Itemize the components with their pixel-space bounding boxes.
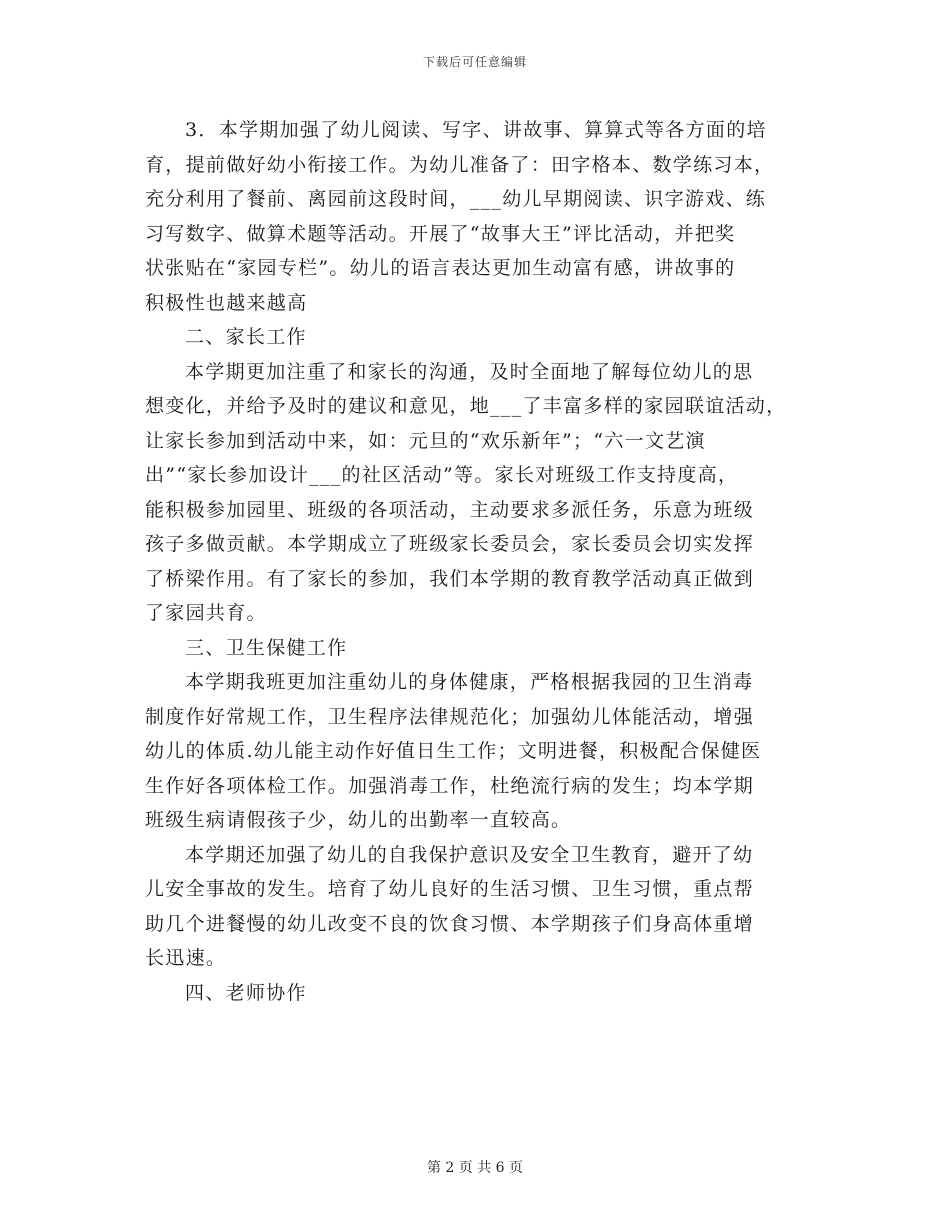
text-line: 育，提前做好幼小衔接工作。为幼儿准备了：田字格本、数学练习本， (145, 153, 775, 176)
text-line: 本学期我班更加注重幼儿的身体健康，严格根据我园的卫生消毒 (185, 671, 754, 693)
page-number: 第 2 页 共 6 页 (426, 1160, 524, 1176)
text-line: 班级生病请假孩子少，幼儿的出勤率一直较高。 (145, 809, 572, 831)
text-line: 本学期还加强了幼儿的自我保护意识及安全卫生教育，避开了幼 (185, 843, 754, 866)
paragraph-safety (145, 838, 817, 976)
document-body (145, 113, 817, 1010)
paragraph-health (145, 665, 817, 838)
text-line: 积极性也越来越高 (145, 291, 308, 314)
text-line: 助几个进餐慢的幼儿改变不良的饮食习惯、本学期孩子们身高体重增 (145, 912, 755, 935)
text-line: 制度作好常规工作，卫生程序法律规范化；加强幼儿体能活动，增强 (145, 705, 755, 728)
paragraph-section3 (145, 113, 817, 320)
header-note: 下载后可任意编辑 (422, 55, 527, 69)
text-line: 了桥梁作用。有了家长的参加，我们本学期的教育教学活动真正做到 (145, 567, 755, 590)
text-line: 3．本学期加强了幼儿阅读、写字、讲故事、算算式等各方面的培 (185, 119, 767, 141)
text-line: 出”“家长参加设计___的社区活动”等。家长对班级工作支持度高， (145, 464, 739, 486)
section-heading-health: 三、卫生保健工作 (185, 636, 348, 659)
text-line: 让家长参加到活动中来，如：元旦的“欢乐新年”；“六一文艺演 (145, 429, 706, 452)
text-line: 充分利用了餐前、离园前这段时间，___幼儿早期阅读、识字游戏、练 (145, 188, 767, 210)
text-line: 长迅速。 (145, 947, 227, 969)
text-line: 想变化，并给予及时的建议和意见，地___了丰富多样的家园联谊活动， (145, 395, 787, 417)
text-line: 幼儿的体质.幼儿能主动作好值日生工作；文明进餐，积极配合保健医 (145, 740, 762, 762)
text-line: 生作好各项体检工作。加强消毒工作，杜绝流行病的发生；均本学期 (145, 774, 755, 797)
text-line: 能积极参加园里、班级的各项活动，主动要求多派任务，乐意为班级 (145, 498, 755, 521)
text-line: 儿安全事故的发生。培育了幼儿良好的生活习惯、卫生习惯，重点帮 (145, 878, 755, 900)
text-line: 习写数字、做算术题等活动。开展了“故事大王”评比活动，并把奖 (145, 222, 736, 245)
text-line: 状张贴在“家园专栏”。幼儿的语言表达更加生动富有感，讲故事的 (145, 257, 736, 279)
text-line: 本学期更加注重了和家长的沟通，及时全面地了解每位幼儿的思 (185, 360, 754, 383)
section-heading-teachers: 四、老师协作 (185, 981, 307, 1004)
text-line: 孩子多做贡献。本学期成立了班级家长委员会，家长委员会切实发挥 (145, 533, 755, 555)
text-line: 了家园共育。 (145, 602, 267, 624)
paragraph-parents (145, 355, 817, 631)
section-heading-parents: 二、家长工作 (185, 326, 307, 348)
